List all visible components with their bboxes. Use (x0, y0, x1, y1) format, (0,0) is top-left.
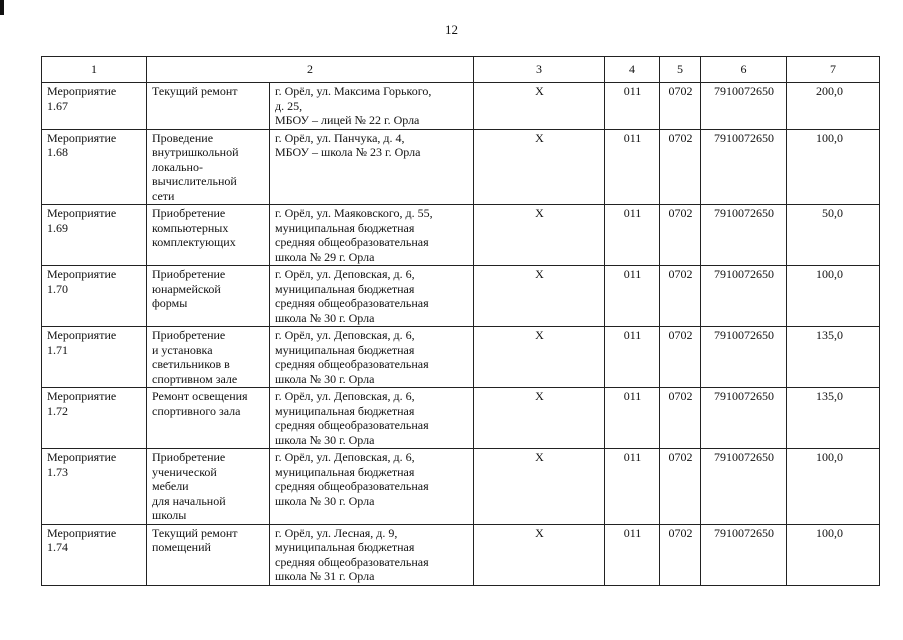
title-cell: Приобретение юнармейской формы (147, 266, 270, 327)
mark-cell: X (474, 327, 605, 388)
header-cell-5: 5 (660, 57, 701, 83)
code-cell: 011 (605, 388, 660, 449)
title-cell: Текущий ремонт (147, 83, 270, 130)
address-cell: г. Орёл, ул. Максима Горького, д. 25, МБОУ – лицей № 22 г. Орла (270, 83, 474, 130)
code-cell: 011 (605, 266, 660, 327)
event-cell: Мероприятие 1.74 (42, 524, 147, 585)
table-row (42, 449, 880, 525)
code-cell: 011 (605, 129, 660, 205)
event-cell: Мероприятие 1.68 (42, 129, 147, 205)
mark-cell: X (474, 83, 605, 130)
target-cell: 7910072650 (701, 266, 787, 327)
measures-table (41, 56, 880, 586)
code-cell: 011 (605, 524, 660, 585)
title-cell: Проведение внутришкольной локально- вычислительной сети (147, 129, 270, 205)
header-cell-7: 7 (787, 57, 880, 83)
event-cell: Мероприятие 1.72 (42, 388, 147, 449)
header-cell-2: 2 (147, 57, 474, 83)
section-cell: 0702 (660, 388, 701, 449)
mark-cell: X (474, 266, 605, 327)
event-cell: Мероприятие 1.70 (42, 266, 147, 327)
code-cell: 011 (605, 83, 660, 130)
amount-cell: 100,0 (787, 266, 880, 327)
mark-cell: X (474, 449, 605, 525)
target-cell: 7910072650 (701, 205, 787, 266)
event-cell: Мероприятие 1.73 (42, 449, 147, 525)
code-cell: 011 (605, 449, 660, 525)
header-cell-6: 6 (701, 57, 787, 83)
title-cell: Приобретение и установка светильников в спортивном зале (147, 327, 270, 388)
address-cell: г. Орёл, ул. Деповская, д. 6, муниципальная бюджетная средняя общеобразовательная школа № 30 г. Орла (270, 388, 474, 449)
address-cell: г. Орёл, ул. Маяковского, д. 55, муниципальная бюджетная средняя общеобразовательная школа № 29 г. Орла (270, 205, 474, 266)
amount-cell: 50,0 (787, 205, 880, 266)
amount-cell: 100,0 (787, 449, 880, 525)
table-row (42, 388, 880, 449)
address-cell: г. Орёл, ул. Деповская, д. 6, муниципальная бюджетная средняя общеобразовательная школа № 30 г. Орла (270, 327, 474, 388)
event-cell: Мероприятие 1.71 (42, 327, 147, 388)
table-row (42, 129, 880, 205)
section-cell: 0702 (660, 83, 701, 130)
code-cell: 011 (605, 205, 660, 266)
title-cell: Текущий ремонт помещений (147, 524, 270, 585)
event-cell: Мероприятие 1.69 (42, 205, 147, 266)
address-cell: г. Орёл, ул. Деповская, д. 6, муниципальная бюджетная средняя общеобразовательная школа № 30 г. Орла (270, 266, 474, 327)
header-cell-3: 3 (474, 57, 605, 83)
mark-cell: X (474, 129, 605, 205)
target-cell: 7910072650 (701, 524, 787, 585)
event-cell: Мероприятие 1.67 (42, 83, 147, 130)
table-row (42, 327, 880, 388)
target-cell: 7910072650 (701, 449, 787, 525)
table-row (42, 83, 880, 130)
section-cell: 0702 (660, 129, 701, 205)
section-cell: 0702 (660, 205, 701, 266)
title-cell: Приобретение ученической мебели для начальной школы (147, 449, 270, 525)
header-row (42, 57, 880, 83)
code-cell: 011 (605, 327, 660, 388)
amount-cell: 135,0 (787, 327, 880, 388)
header-cell-1: 1 (42, 57, 147, 83)
target-cell: 7910072650 (701, 327, 787, 388)
target-cell: 7910072650 (701, 129, 787, 205)
amount-cell: 100,0 (787, 524, 880, 585)
section-cell: 0702 (660, 524, 701, 585)
amount-cell: 200,0 (787, 83, 880, 130)
page-number: 12 (445, 22, 458, 37)
table-row (42, 266, 880, 327)
address-cell: г. Орёл, ул. Панчука, д. 4, МБОУ – школа № 23 г. Орла (270, 129, 474, 205)
address-cell: г. Орёл, ул. Лесная, д. 9, муниципальная бюджетная средняя общеобразовательная школа № 31 г. Орла (270, 524, 474, 585)
scan-edge-mark (0, 0, 4, 15)
amount-cell: 135,0 (787, 388, 880, 449)
section-cell: 0702 (660, 266, 701, 327)
table-row (42, 205, 880, 266)
header-cell-4: 4 (605, 57, 660, 83)
mark-cell: X (474, 205, 605, 266)
address-cell: г. Орёл, ул. Деповская, д. 6, муниципальная бюджетная средняя общеобразовательная школа № 30 г. Орла (270, 449, 474, 525)
amount-cell: 100,0 (787, 129, 880, 205)
mark-cell: X (474, 388, 605, 449)
title-cell: Ремонт освещения спортивного зала (147, 388, 270, 449)
section-cell: 0702 (660, 449, 701, 525)
table-row (42, 524, 880, 585)
mark-cell: X (474, 524, 605, 585)
title-cell: Приобретение компьютерных комплектующих (147, 205, 270, 266)
target-cell: 7910072650 (701, 388, 787, 449)
section-cell: 0702 (660, 327, 701, 388)
target-cell: 7910072650 (701, 83, 787, 130)
